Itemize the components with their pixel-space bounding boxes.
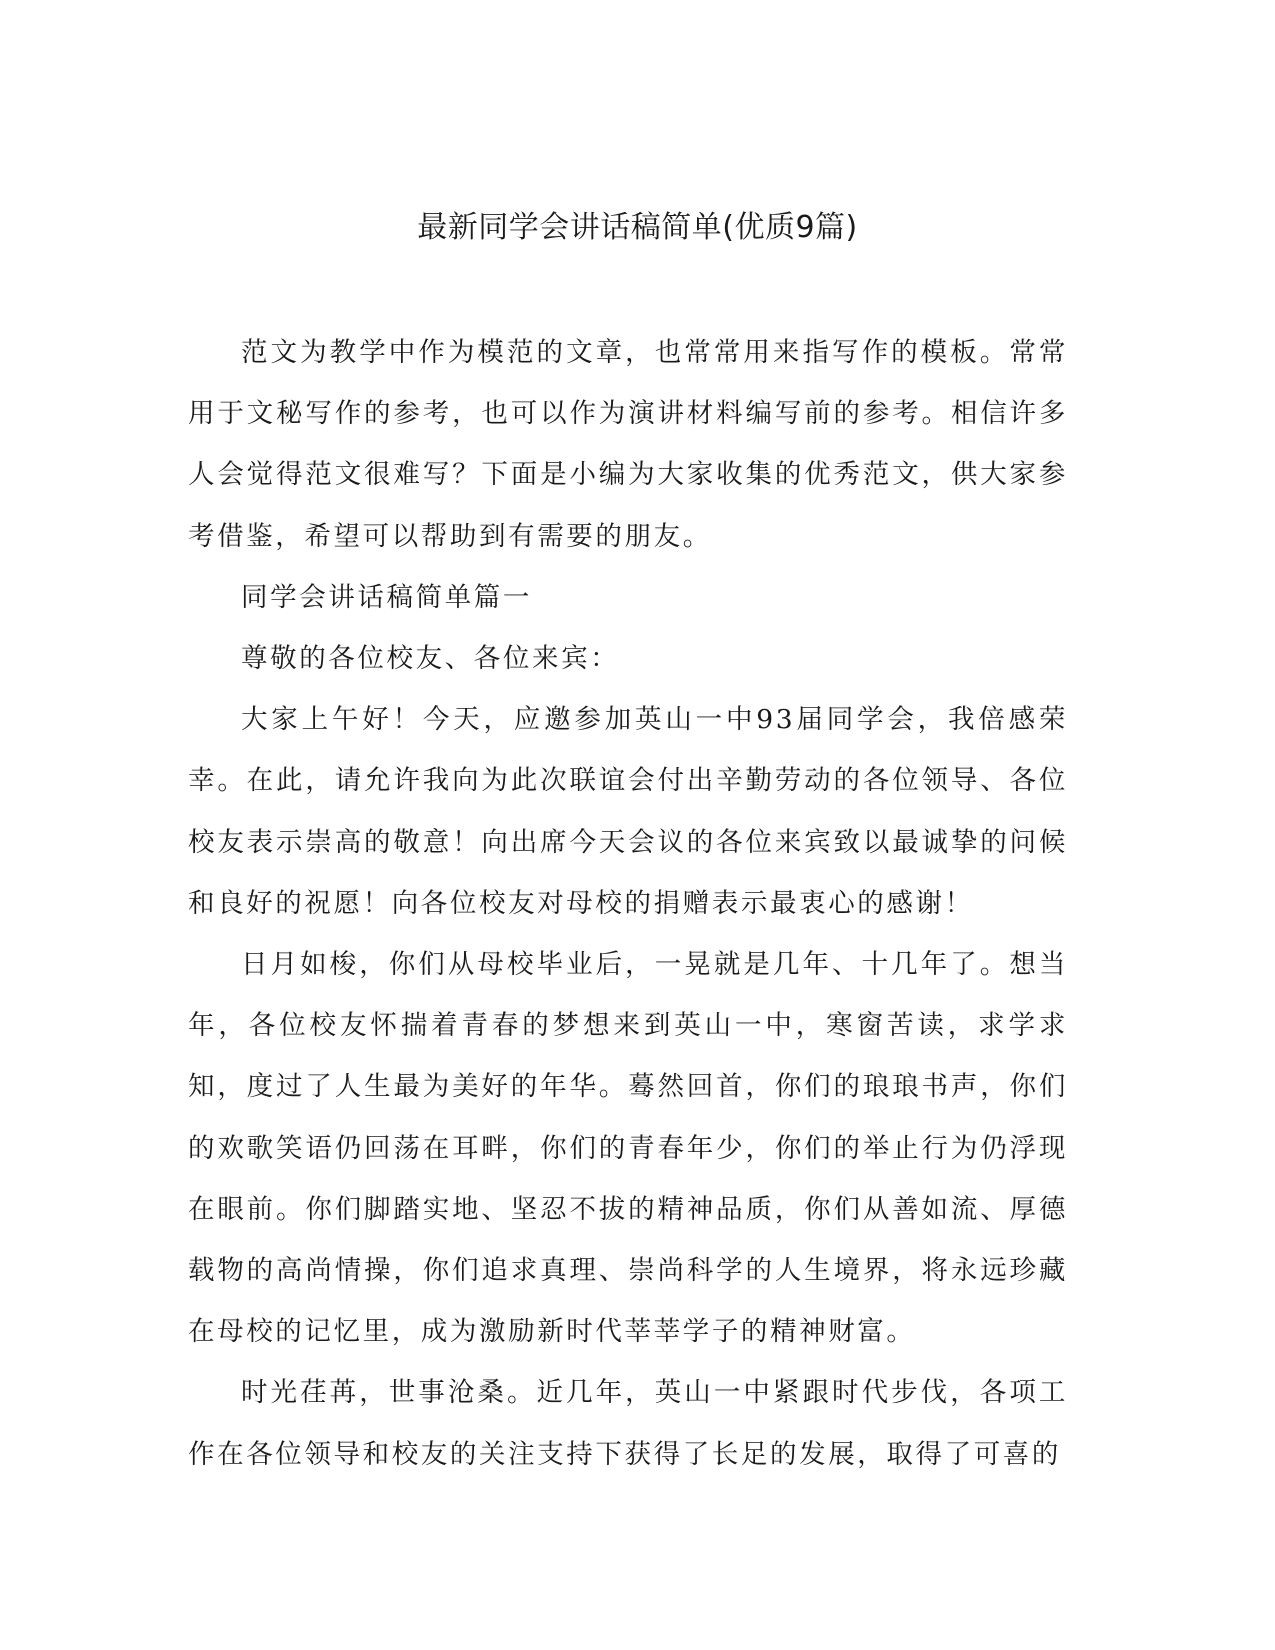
paragraph-memories: 日月如梭，你们从母校毕业后，一晃就是几年、十几年了。想当年，各位校友怀揣着青春的梦想来到英山一中，寒窗苦读，求学求知，度过了人生最为美好的年华。蓦然回首，你们的琅琅书声，你们的欢歌笑语仍回荡在耳畔，你们的青春年少，你们的举止行为仍浮现在眼前。你们脚踏实地、坚忍不拔的精神品质，你们从善如流、厚德载物的高尚情操，你们追求真理、崇尚科学的人生境界，将永远珍藏在母校的记忆里，成为激励新时代莘莘学子的精神财富。	[188, 949, 1068, 1348]
paragraph-development: 时光荏苒，世事沧桑。近几年，英山一中紧跟时代步伐，各项工作在各位领导和校友的关注支持下获得了长足的发展，取得了可喜的	[188, 1377, 1068, 1470]
salutation: 尊敬的各位校友、各位来宾：	[241, 643, 620, 675]
section-heading: 同学会讲话稿简单篇一	[241, 581, 532, 613]
document-body	[188, 322, 1068, 1485]
paragraph-intro: 范文为教学中作为模范的文章，也常常用来指写作的模板。常常用于文秘写作的参考，也可以作为演讲材料编写前的参考。相信许多人会觉得范文很难写？下面是小编为大家收集的优秀范文，供大家参考借鉴，希望可以帮助到有需要的朋友。	[188, 337, 1068, 552]
paragraph-greeting: 大家上午好！今天，应邀参加英山一中93届同学会，我倍感荣幸。在此，请允许我向为此次联谊会付出辛勤劳动的各位领导、各位校友表示崇高的敬意！向出席今天会议的各位来宾致以最诚挚的问候和良好的祝愿！向各位校友对母校的捐赠表示最衷心的感谢！	[188, 704, 1068, 919]
document-title: 最新同学会讲话稿简单(优质9篇)	[417, 210, 858, 245]
